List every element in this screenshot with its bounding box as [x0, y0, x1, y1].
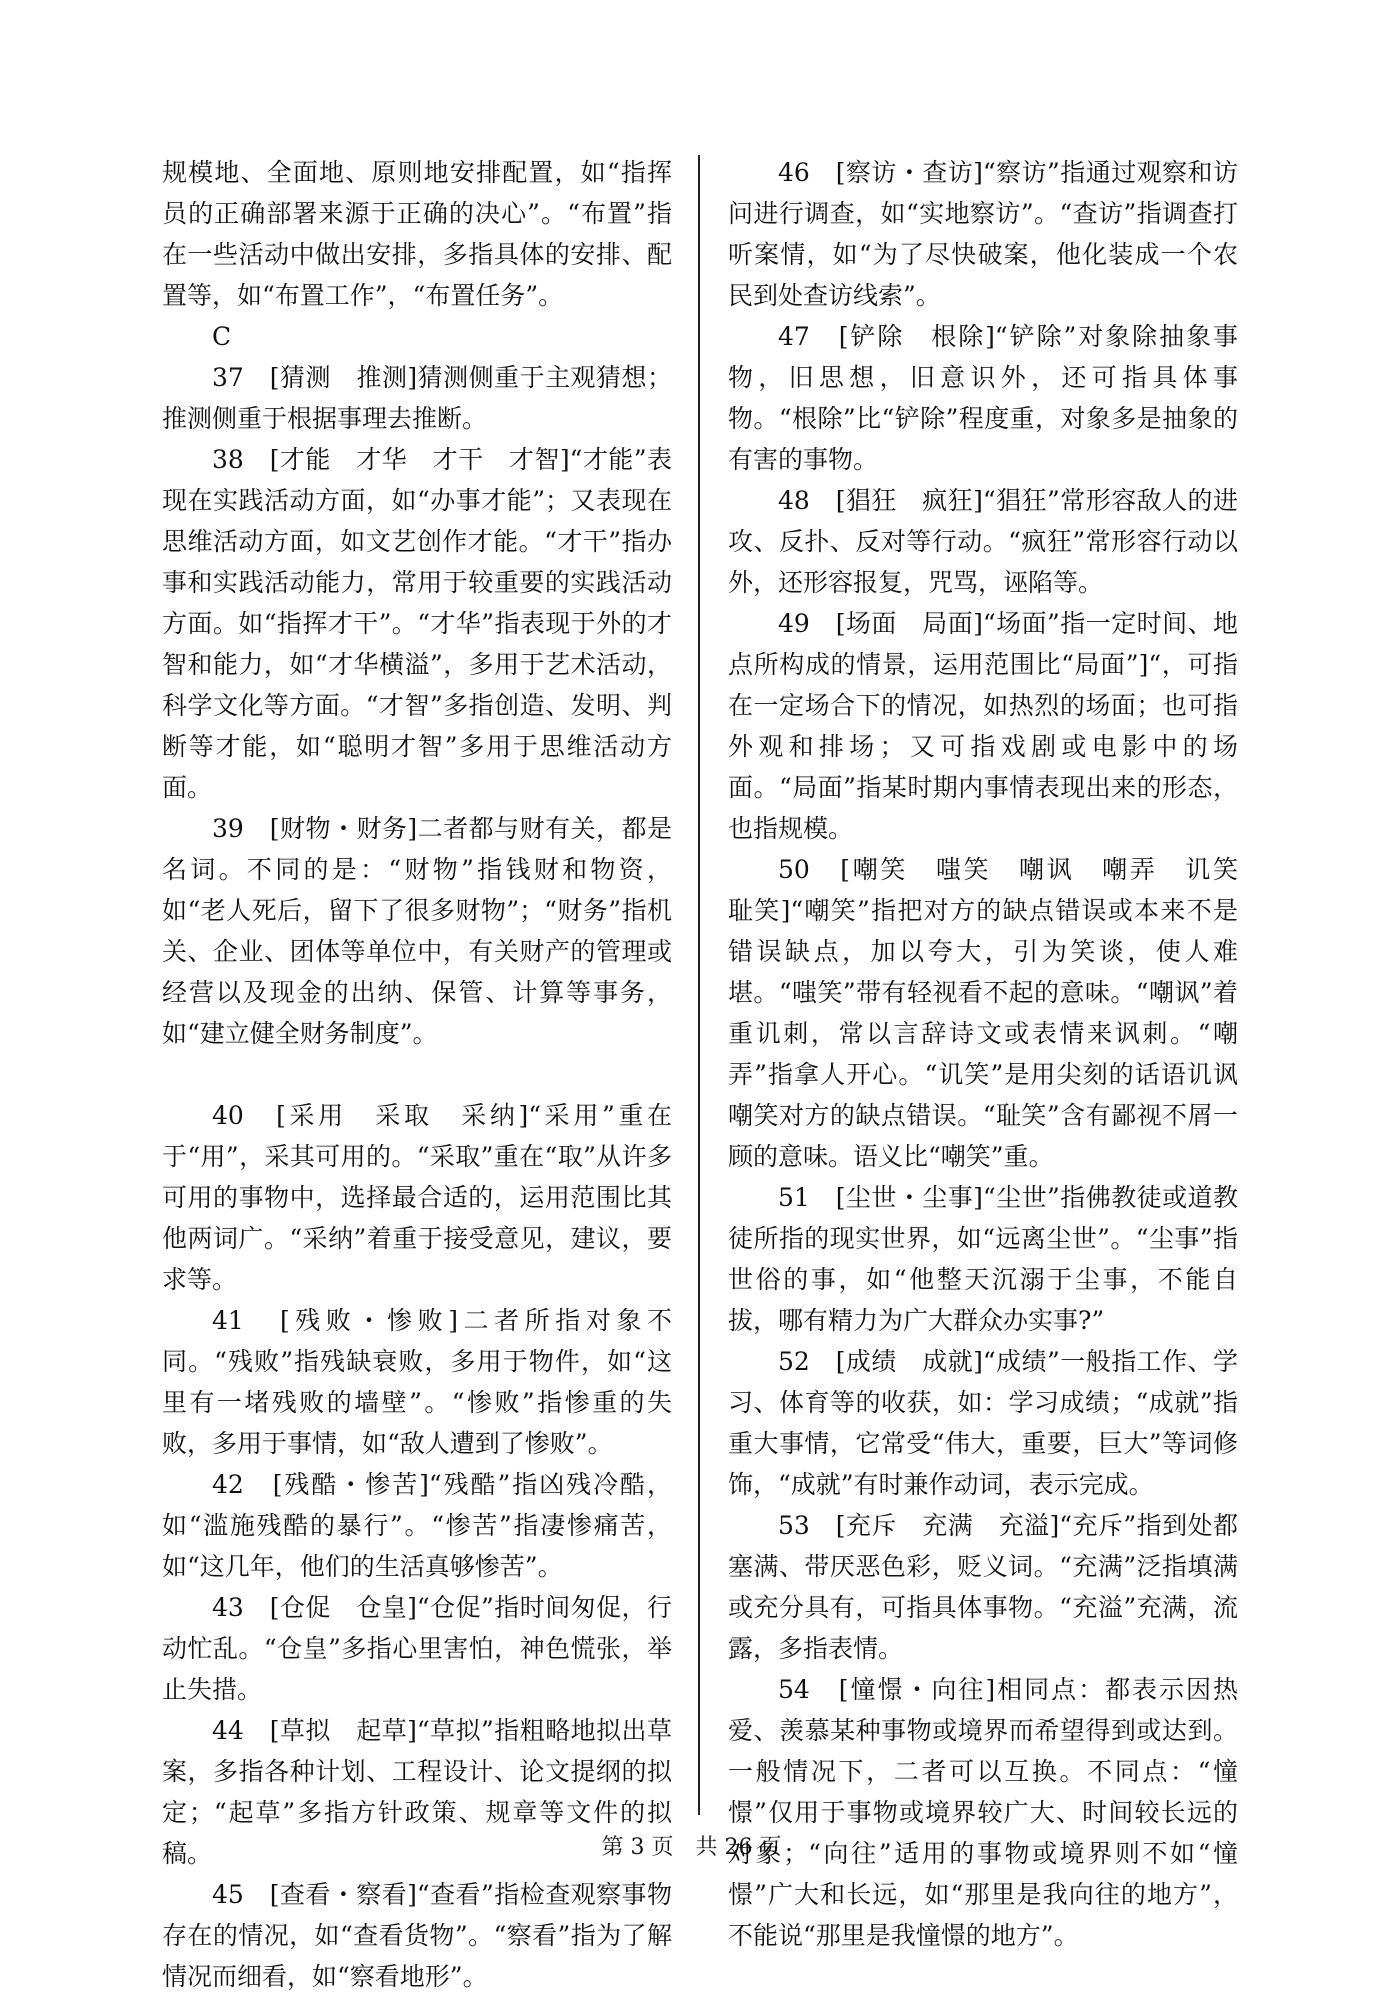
left-column — [162, 152, 672, 1997]
word-entry: 53 [充斥 充满 充溢]“充斥”指到处都塞满、带厌恶色彩，贬义词。“充满”泛指填满或充分具有，可指具体事物。“充溢”充满，流露，多指表情。 — [728, 1511, 1238, 1663]
word-entry: 50 [嘲笑 嗤笑 嘲讽 嘲弄 讥笑 耻笑]“嘲笑”指把对方的缺点错误或本来不是错误缺点，加以夸大，引为笑谈，使人难堪。“嗤笑”带有轻视看不起的意味。“嘲讽”着重讥刺，常以言辞诗文或表情来讽刺。“嘲弄”指拿人开心。“讥笑”是用尖刻的话语讥讽嘲笑对方的缺点错误。“耻笑”含有鄙视不屑一顾的意味。语义比“嘲笑”重。 — [728, 855, 1264, 1171]
continued-paragraph: 规模地、全面地、原则地安排配置，如“指挥员的正确部署来源于正确的决心”。“布置”指在一些活动中做出安排，多指具体的安排、配置等，如“布置工作”，“布置任务”。 — [162, 158, 672, 310]
word-entry: 48 [猖狂 疯狂]“猖狂”常形容敌人的进攻、反扑、反对等行动。“疯狂”常形容行动以外，还形容报复，咒骂，诬陷等。 — [728, 486, 1238, 597]
word-entry: 52 [成绩 成就]“成绩”一般指工作、学习、体育等的收获，如：学习成绩；“成就”指重大事情，它常受“伟大，重要，巨大”等词修饰，“成就”有时兼作动词，表示完成。 — [728, 1347, 1238, 1499]
word-entry: 44 [草拟 起草]“草拟”指粗略地拟出草案，多指各种计划、工程设计、论文提纲的拟定；“起草”多指方针政策、规章等文件的拟稿。 — [162, 1716, 672, 1868]
page-footer: 第 3 页 共 26 页 — [601, 1835, 782, 1860]
word-entry: 51 [尘世・尘事]“尘世”指佛教徒或道教徒所指的现实世界，如“远离尘世”。“尘事”指世俗的事，如“他整天沉溺于尘事，不能自拔，哪有精力为广大群众办实事?” — [728, 1183, 1238, 1335]
right-column — [728, 152, 1264, 1956]
column-divider — [698, 155, 700, 1815]
word-entry: 40 [采用 采取 采纳]“采用”重在于“用”，采其可用的。“采取”重在“取”从许多可用的事物中，选择最合适的，运用范围比其他两词广。“采纳”着重于接受意见，建议，要求等。 — [162, 1101, 672, 1294]
word-entry: 42 [残酷・惨苦]“残酷”指凶残冷酷，如“滥施残酷的暴行”。“惨苦”指凄惨痛苦，如“这几年，他们的生活真够惨苦”。 — [162, 1470, 672, 1581]
word-entry: 41 [残败・惨败]二者所指对象不同。“残败”指残缺衰败，多用于物件，如“这里有一堵残败的墙壁”。“惨败”指惨重的失败，多用于事情，如“敌人遭到了惨败”。 — [162, 1306, 672, 1458]
word-entry: 54 [憧憬・向往]相同点：都表示因热爱、羡慕某种事物或境界而希望得到或达到。一般情况下，二者可以互换。不同点：“憧憬”仅用于事物或境界较广大、时间较长远的对象；“向往”适用的事物或境界则不如“憧憬”广大和长远，如“那里是我向往的地方”，不能说“那里是我憧憬的地方”。 — [728, 1675, 1238, 1950]
word-entry: 47 [铲除 根除]“铲除”对象除抽象事物，旧思想，旧意识外，还可指具体事物。“根除”比“铲除”程度重，对象多是抽象的有害的事物。 — [728, 322, 1238, 474]
word-entry: 38 [才能 才华 才干 才智]“才能”表现在实践活动方面，如“办事才能”；又表现在思维活动方面，如文艺创作才能。“才干”指办事和实践活动能力，常用于较重要的实践活动方面。如“指挥才干”。“才华”指表现于外的才智和能力，如“才华横溢”，多用于艺术活动，科学文化等方面。“才智”多指创造、发明、判断等才能，如“聪明才智”多用于思维活动方面。 — [162, 445, 672, 802]
word-entry: 45 [查看・察看]“查看”指检查观察事物存在的情况，如“查看货物”。“察看”指为了解情况而细看，如“察看地形”。 — [162, 1880, 672, 1991]
word-entry: 37 [猜测 推测]猜测侧重于主观猜想；推测侧重于根据事理去推断。 — [162, 363, 672, 433]
word-entry: 49 [场面 局面]“场面”指一定时间、地点所构成的情景，运用范围比“局面”]“，可指在一定场合下的情况，如热烈的场面；也可指外观和排场；又可指戏剧或电影中的场面。“局面”指某时期内事情表现出来的形态，也指规模。 — [728, 609, 1238, 843]
word-entry: 39 [财物・财务]二者都与财有关，都是名词。不同的是：“财物”指钱财和物资，如“老人死后，留下了很多财物”；“财务”指机关、企业、团体等单位中，有关财产的管理或经营以及现金的出纳、保管、计算等事务，如“建立健全财务制度”。 — [162, 814, 672, 1048]
word-entry: 43 [仓促 仓皇]“仓促”指时间匆促，行动忙乱。“仓皇”多指心里害怕，神色慌张，举止失措。 — [162, 1593, 672, 1704]
word-entry: 46 [察访・查访]“察访”指通过观察和访问进行调查，如“实地察访”。“查访”指调查打听案情，如“为了尽快破案，他化装成一个农民到处查访线索”。 — [728, 158, 1238, 310]
section-letter: C — [212, 322, 232, 351]
